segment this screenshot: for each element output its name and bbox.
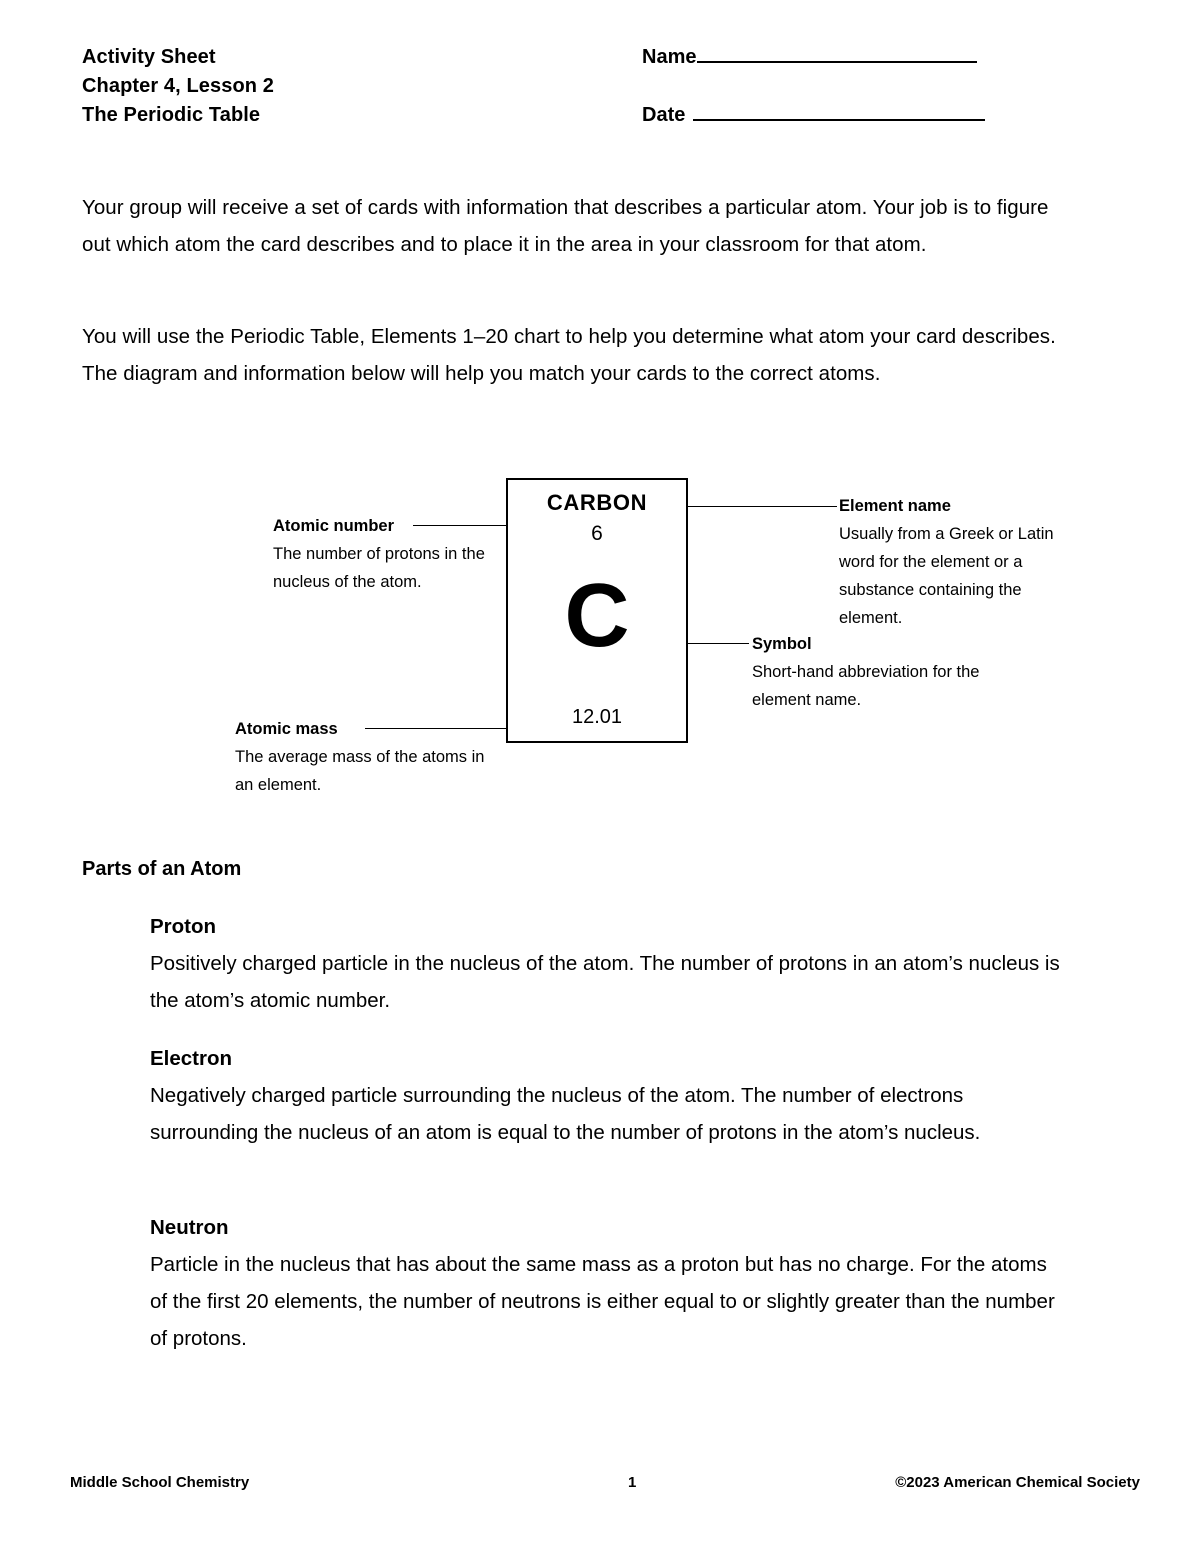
part-proton bbox=[150, 908, 1065, 1019]
label-element-name-desc: Usually from a Greek or Latin word for the element or a substance containing the element. bbox=[839, 525, 1054, 627]
card-atomic-mass: 12.01 bbox=[571, 706, 623, 728]
intro-paragraph-1: Your group will receive a set of cards with information that describes a particular atom. Your job is to figure out which atom the card describes and to place it in the area in your classroom for that atom. bbox=[82, 196, 1049, 256]
label-atomic-mass bbox=[235, 715, 485, 799]
label-element-name bbox=[839, 492, 1069, 632]
document-footer bbox=[70, 1474, 1140, 1491]
header-row-3 bbox=[82, 104, 1082, 127]
name-input-line[interactable] bbox=[697, 60, 977, 63]
name-field bbox=[642, 46, 977, 69]
intro-paragraph-2: You will use the Periodic Table, Elements 1–20 chart to help you determine what atom your card describes. The diagram and information below will help you match your cards to the correct atoms. bbox=[82, 325, 1056, 385]
header-row-2 bbox=[82, 75, 1082, 98]
element-card bbox=[506, 478, 688, 743]
part-proton-heading: Proton bbox=[150, 915, 217, 938]
part-neutron-body: Particle in the nucleus that has about the same mass as a proton but has no charge. For the atoms of the first 20 elements, the number of neutrons is either equal to or slightly greater than the number of protons. bbox=[150, 1253, 1055, 1350]
label-atomic-number-desc: The number of protons in the nucleus of the atom. bbox=[273, 545, 485, 591]
card-element-name: CARBON bbox=[546, 490, 648, 515]
date-input-line[interactable] bbox=[693, 118, 985, 121]
label-atomic-number-title: Atomic number bbox=[273, 517, 395, 535]
part-proton-body: Positively charged particle in the nucleus of the atom. The number of protons in an atom’s nucleus is the atom’s atomic number. bbox=[150, 952, 1060, 1012]
label-atomic-mass-title: Atomic mass bbox=[235, 720, 338, 738]
lesson-topic-title: The Periodic Table bbox=[82, 104, 261, 126]
date-field bbox=[642, 104, 985, 127]
part-electron-heading: Electron bbox=[150, 1047, 233, 1070]
header-row-1 bbox=[82, 46, 1082, 69]
part-electron bbox=[150, 1040, 1065, 1151]
element-card-diagram bbox=[225, 470, 1065, 815]
label-atomic-mass-desc: The average mass of the atoms in an element. bbox=[235, 748, 485, 794]
label-symbol-desc: Short-hand abbreviation for the element name. bbox=[752, 663, 980, 709]
activity-sheet-title: Activity Sheet bbox=[82, 46, 216, 68]
chapter-lesson-title: Chapter 4, Lesson 2 bbox=[82, 75, 274, 97]
date-label: Date bbox=[642, 104, 686, 126]
label-symbol bbox=[752, 630, 982, 714]
label-symbol-title: Symbol bbox=[752, 635, 812, 653]
card-atomic-number: 6 bbox=[591, 522, 603, 545]
part-neutron bbox=[150, 1209, 1065, 1357]
section-title-parts-of-an-atom: Parts of an Atom bbox=[82, 858, 242, 880]
part-neutron-heading: Neutron bbox=[150, 1216, 229, 1239]
card-symbol: C bbox=[564, 566, 630, 666]
label-element-name-title: Element name bbox=[839, 497, 951, 515]
footer-left-text: Middle School Chemistry bbox=[70, 1474, 250, 1491]
name-label: Name bbox=[642, 46, 697, 68]
footer-page-number: 1 bbox=[628, 1474, 637, 1491]
document-header bbox=[82, 46, 1082, 133]
part-electron-body: Negatively charged particle surrounding the nucleus of the atom. The number of electrons surrounding the nucleus of an atom is equal to the number of protons in the atom’s nucleus. bbox=[150, 1084, 981, 1144]
label-atomic-number bbox=[273, 512, 503, 596]
footer-copyright: ©2023 American Chemical Society bbox=[895, 1474, 1140, 1491]
